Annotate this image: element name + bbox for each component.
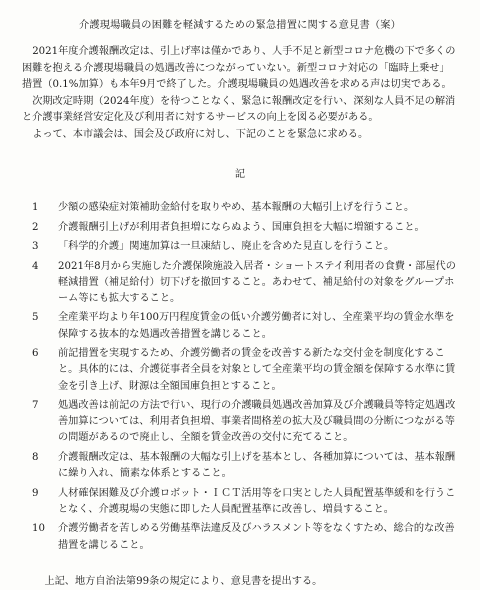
item-text: 介護労働者を苦しめる労働基準法違反及びハラスメント等をなくすため、総合的な改善措置を講じること。 [58,523,455,551]
item-number: 8 [32,451,39,463]
document-title: 介護現場職員の困難を軽減するための緊急措置に関する意見書（案） [78,20,401,31]
item-text: 2021年8月から実施した介護保険施設入居者・ショートステイ利用者の食費・部屋代の軽減措置（補足給付）切下げを撤回すること。あわせて、補足給付の対象をグループホーム等にも拡大すること。 [58,260,456,304]
list-item [22,486,458,518]
list-item [22,220,458,236]
closing-statement: 上記、地方自治法第99条の規定により、意見書を提出する。 [44,575,323,587]
item-text: 全産業平均より年100万円程度賃金の低い介護労働者に対し、全産業平均の賃金水準を保障する抜本的な処遇改善措置を講じること。 [58,312,455,340]
item-text: 介護報酬改定は、基本報酬の大幅な引上げを基本とし、各種加算については、基本報酬に繰り入れ、簡素な体系とすること。 [58,451,456,480]
list-item [22,398,458,447]
list-item [22,200,458,216]
list-item [22,239,458,255]
list-item [22,310,458,342]
list-item [22,521,458,553]
item-number: 5 [32,312,39,324]
demand-list [22,200,458,554]
item-text: 人材確保困難及び介護ロボット・ＩＣＴ活用等を口実とした人員配置基準緩和を行うことなく、介護現場の実態に即した人員配置基準に改善し、増員すること。 [58,487,456,515]
list-item [22,450,458,482]
paragraph-2: 次期改定時期（2024年度）を待つことなく、緊急に報酬改定を行い、深刻な人員不足の解消と介護事業経営安定化及び利用者に対するサービスの向上を図る必要がある。 [22,95,456,123]
item-number: 10 [32,523,45,535]
item-number: 9 [32,487,39,499]
item-number: 3 [32,241,39,252]
ki-heading: 記 [234,169,246,180]
item-text: 「科学的介護」関連加算は一旦凍結し、廃止を含めた見直しを行うこと。 [58,241,395,252]
item-text: 前記措置を実現するため、介護労働者の賃金を改善する新たな交付金を制度化すること。具体的には、介護従事者全員を対象として全産業平均の賃金額を保障する水準に賃金を引き上げ、財源は全額国庫負担とすること。 [58,348,456,392]
item-number: 1 [32,202,39,213]
item-number: 2 [32,221,39,233]
list-item [22,346,458,395]
item-number: 7 [32,400,39,412]
item-text: 介護報酬引上げが利用者負担増にならぬよう、国庫負担を大幅に増額すること。 [58,221,425,233]
paragraph-3: よって、本市議会は、国会及び政府に対し、下記のことを緊急に求める。 [32,128,369,140]
paragraph-1: 2021年度介護報酬改定は、引上げ率は僅かであり、人手不足と新型コロナ危機の下で多くの困難を抱える介護現場職員の処遇改善につながっていない。新型コロナ対応の「臨時上乗せ」措置（0.1%加算）も本年9月で終了した。介護現場職員の処遇改善を求める声は切実である。 [22,46,456,90]
item-number: 4 [32,260,39,272]
list-item [22,259,458,308]
item-text: 少額の感染症対策補助金給付を取りやめ、基本報酬の大幅引上げを行うこと。 [58,202,415,213]
item-number: 6 [32,348,39,360]
item-text: 処遇改善は前記の方法で行い、現行の介護職員処遇改善加算及び介護職員等特定処遇改善加算については、利用者負担増、事業者間格差の拡大及び職員間の分断につながる等の問題があるので廃止し、全額を賃金改善の交付に充てること。 [58,400,456,444]
